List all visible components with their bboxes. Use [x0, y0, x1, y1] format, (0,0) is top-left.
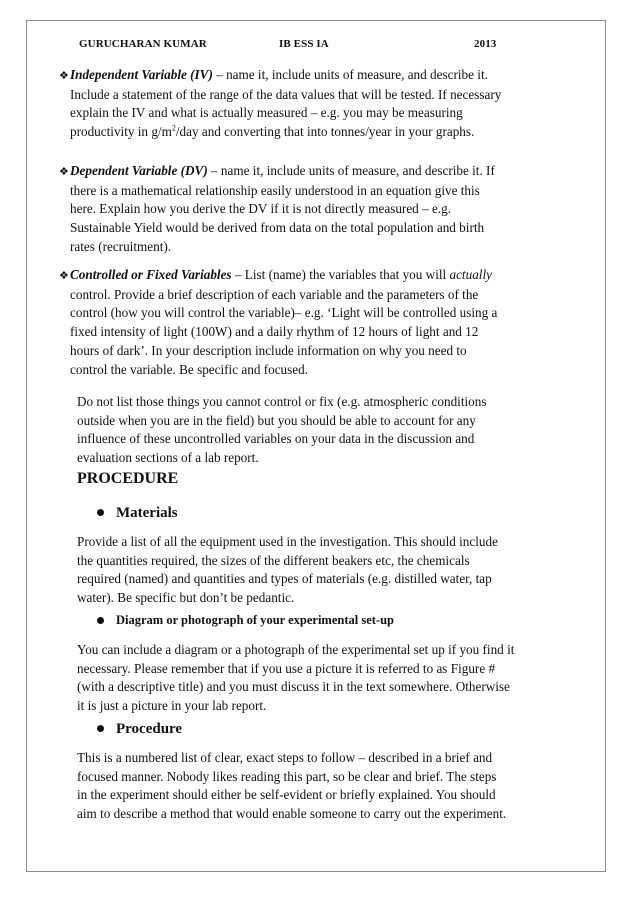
header-year: 2013	[474, 38, 497, 50]
procedure-paragraph: This is a numbered list of clear, exact steps to follow – described in a brief and focused manner. Nobody likes reading this part, so be clear and brief. The steps in the experiment should either be self-evident or briefly explained. You should aim to describe a method that would enable someone to carry out the experiment.	[77, 750, 507, 822]
uncontrolled-paragraph: Do not list those things you cannot control or fix (e.g. atmospheric conditions outside when you are in the field) but you should be able to account for any influence of these uncontrolled variables on your data in the discussion and evaluation sections of a lab report.	[77, 394, 487, 466]
bullet-dot-icon	[97, 509, 104, 516]
procedure-heading: Procedure	[97, 721, 182, 738]
document-page	[26, 20, 606, 872]
diamond-bullet-icon: ❖	[59, 166, 69, 178]
cv-line-3: control (how you will control the variable)– e.g. ‘Light will be controlled using a	[70, 305, 498, 321]
dv-line-2: there is a mathematical relationship easily understood in an equation give this	[70, 182, 480, 198]
procedure-main-heading: PROCEDURE	[77, 470, 179, 487]
diagram-paragraph: You can include a diagram or a photograph of the experimental set up if you find it necessary. Please remember that if you use a picture it is referred to as Figure # (with a descriptive title) and you must discuss it in the text somewhere. Otherwise it is just a picture in your lab report.	[77, 642, 515, 714]
cv-line-6: control the variable. Be specific and focused.	[70, 361, 309, 377]
cv-section	[59, 266, 599, 379]
cv-line-4: fixed intensity of light (100W) and a daily rhythm of 12 hours of light and 12	[70, 324, 479, 340]
dv-line-1: ❖Dependent Variable (DV) – name it, include units of measure, and describe it. If	[59, 162, 599, 182]
dv-line-5: rates (recruitment).	[70, 238, 172, 254]
iv-line-2: Include a statement of the range of the data values that will be tested. If necessary	[70, 86, 502, 102]
cv-line-2: control. Provide a brief description of each variable and the parameters of the	[70, 286, 479, 302]
cv-line-1: ❖Controlled or Fixed Variables – List (name) the variables that you will actually	[59, 266, 599, 286]
diamond-bullet-icon: ❖	[59, 70, 69, 82]
iv-line-4: productivity in $g/m^2$/day and converting that into tonnes/year in your graphs.	[70, 123, 475, 140]
dv-line-4: Sustainable Yield would be derived from data on the total population and birth	[70, 220, 485, 236]
iv-line-3: explain the IV and what is actually measured – e.g. you may be measuring	[70, 105, 463, 121]
materials-paragraph: Provide a list of all the equipment used in the investigation. This should include the quantities required, the sizes of the different beakers etc, the chemicals required (named) and quantities and types of materials (e.g. distilled water, tap water). Be specific but don’t be pedantic.	[77, 534, 498, 606]
cv-term: Controlled or Fixed Variables	[70, 267, 232, 282]
iv-section	[59, 66, 599, 142]
header-author: GURUCHARAN KUMAR	[79, 38, 207, 50]
iv-line-1: ❖Independent Variable (IV) – name it, include units of measure, and describe it.	[59, 66, 599, 86]
dv-section	[59, 162, 599, 257]
bullet-dot-icon	[97, 617, 104, 624]
dv-term: Dependent Variable (DV)	[70, 163, 208, 178]
header-course: IB ESS IA	[279, 38, 329, 50]
iv-term: Independent Variable (IV)	[70, 67, 213, 82]
bullet-dot-icon	[97, 725, 104, 732]
cv-line-5: hours of dark’. In your description include information on why you need to	[70, 342, 467, 358]
diagram-heading: Diagram or photograph of your experimental set-up	[97, 613, 394, 628]
dv-line-3: here. Explain how you derive the DV if it is not directly measured – e.g.	[70, 201, 451, 217]
diamond-bullet-icon: ❖	[59, 270, 69, 282]
materials-heading: Materials	[97, 505, 178, 522]
